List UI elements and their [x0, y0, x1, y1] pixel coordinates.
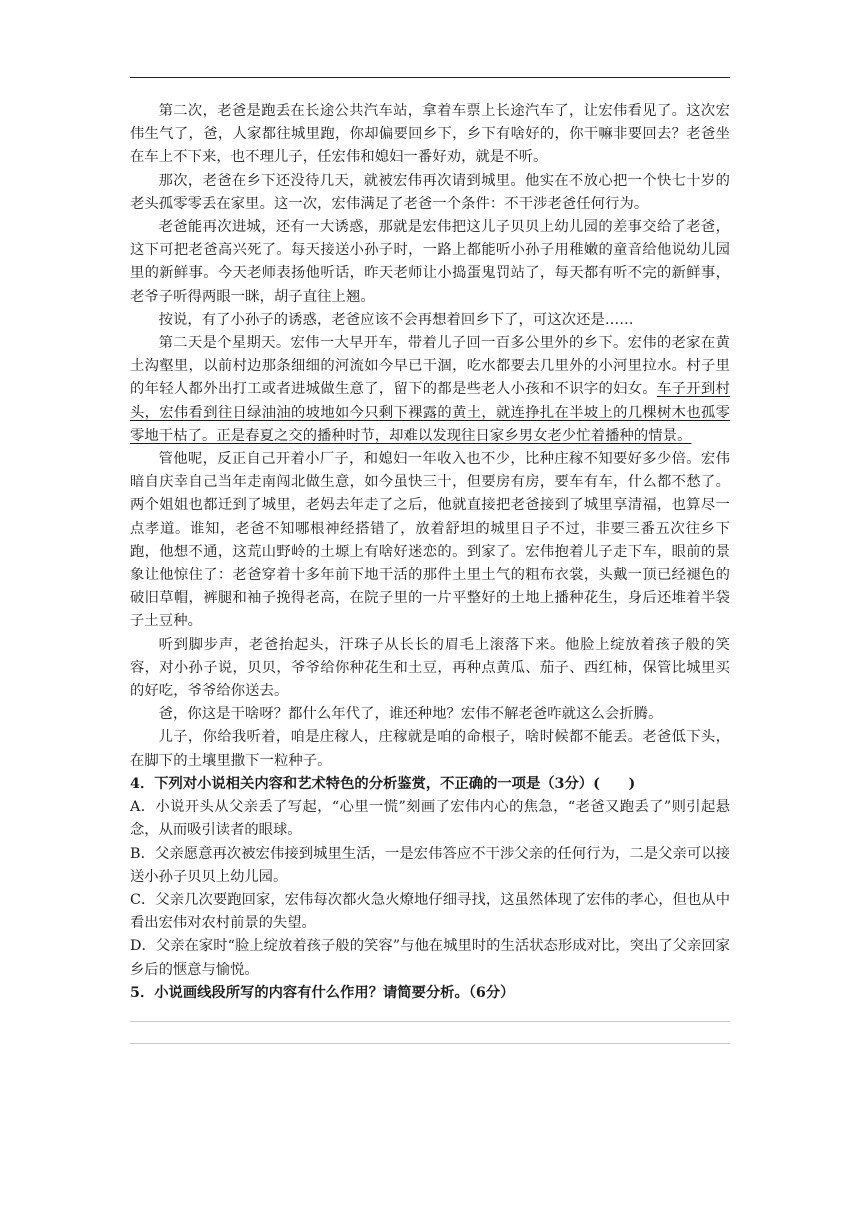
question-4-option-b: B．父亲愿意再次被宏伟接到城里生活，一是宏伟答应不干涉父亲的任何行为，二是父亲可以接送小孙子贝贝上幼儿园。 [130, 845, 730, 885]
paragraph-4: 按说，有了小孙子的诱惑，老爸应该不会再想着回乡下了，可这次还是…… [158, 311, 634, 328]
paragraph-1: 第二次，老爸是跑丢在长途公共汽车站，拿着车票上长途汽车了，让宏伟看见了。这次宏伟生气了，爸，人家都往城里跑，你却偏要回乡下，乡下有啥好的，你干嘛非要回去？老爸坐在车上不下来，也不理儿子，任宏伟和媳妇一番好劝，就是不听。 [130, 103, 730, 166]
paragraph-5 [130, 332, 730, 448]
answer-line-1[interactable] [130, 1021, 730, 1022]
question-5-stem: 5．小说画线段所写的内容有什么作用？请简要分析。（6分） [130, 984, 515, 1001]
question-4-option-a: A．小说开头从父亲丢了写起，“心里一慌”刻画了宏伟内心的焦急，“老爸又跑丢了”则引起悬念，从而吸引读者的眼球。 [130, 799, 730, 839]
question-4-stem: 4．下列对小说相关内容和艺术特色的分析鉴赏，不正确的一项是（3分）( ) [130, 775, 636, 792]
story-content [130, 100, 730, 1044]
paragraph-7: 听到脚步声，老爸抬起头，汗珠子从长长的眉毛上滚落下来。他脸上绽放着孩子般的笑容，对小孙子说，贝贝，爷爷给你种花生和土豆，再种点黄瓜、茄子、西红柿，保管比城里买的好吃，爷爷给你送去。 [130, 636, 730, 700]
answer-line-2[interactable] [130, 1043, 730, 1044]
paragraph-6: 管他呢，反正自己开着小厂子，和媳妇一年收入也不少，比种庄稼不知要好多少倍。宏伟暗自庆幸自己当年走南闯北做生意，如今虽快三十，但要房有房，要车有车，什么都不愁了。两个姐姐也都迁到了城里，老妈去年走了之后，他就直接把老爸接到了城里享清福，也算尽一点孝道。谁知，老爸不知哪根神经搭错了，放着舒坦的城里日子不过，非要三番五次往乡下跑，他想不通，这荒山野岭的土塬上有啥好迷恋的。到家了。宏伟抱着儿子走下车，眼前的景象让他惊住了：老爸穿着十多年前下地干活的那件土里土气的粗布衣裳，头戴一顶已经褪色的破旧草帽，裤腿和袖子挽得老高，在院子里的一片平整好的土地上播种花生，身后还堆着半袋子土豆种。 [130, 451, 730, 630]
paragraph-3: 老爸能再次进城，还有一大诱惑，那就是宏伟把这儿子贝贝上幼儿园的差事交给了老爸，这下可把老爸高兴死了。每天接送小孙子时，一路上都能听小孙子用稚嫩的童音给他说幼儿园里的新鲜事。今天老师表扬他听话，昨天老师让小捣蛋鬼罚站了，每天都有听不完的新鲜事，老爷子听得两眼一眯，胡子直往上翘。 [130, 219, 730, 305]
paragraph-5-text: 第二天是个星期天。宏伟一大早开车，带着儿子回一百多公里外的乡下。宏伟的老家在黄土沟壑里，以前村边那条细细的河流如今早已干涸，吃水都要去几里外的小河里拉水。村子里的年轻人都外出打工或者进城做生意了，留下的都是些老人小孩和不识字的妇女。 [130, 335, 730, 398]
question-4-option-c: C．父亲几次要跑回家，宏伟每次都火急火燎地仔细寻找，这虽然体现了宏伟的孝心，但也从中看出宏伟对农村前景的失望。 [130, 891, 730, 932]
paragraph-2: 那次，老爸在乡下还没待几天，就被宏伟再次请到城里。他实在不放心把一个快七十岁的老头孤零零丢在家里。这一次，宏伟满足了老爸一个条件：不干涉老爸任何行为。 [130, 172, 730, 212]
header-rule [130, 77, 730, 78]
underlined-passage: 车子开到村头，宏伟看到往日绿油油的坡地如今只剩下裸露的黄土，就连挣扎在半坡上的几棵树木也孤零零地干枯了。正是春夏之交的播种时节，却难以发现往日家乡男女老少忙着播种的情景。 [130, 381, 730, 444]
question-4-option-d: D．父亲在家时“脸上绽放着孩子般的笑容”与他在城里时的生活状态形成对比，突出了父亲回家乡后的惬意与愉悦。 [130, 938, 730, 978]
paragraph-9: 儿子，你给我听着，咱是庄稼人，庄稼就是咱的命根子，啥时候都不能丢。老爸低下头，在脚下的土壤里撒下一粒种子。 [130, 729, 730, 769]
paragraph-8: 爸，你这是干啥呀？都什么年代了，谁还种地？宏伟不解老爸咋就这么会折腾。 [158, 706, 663, 723]
